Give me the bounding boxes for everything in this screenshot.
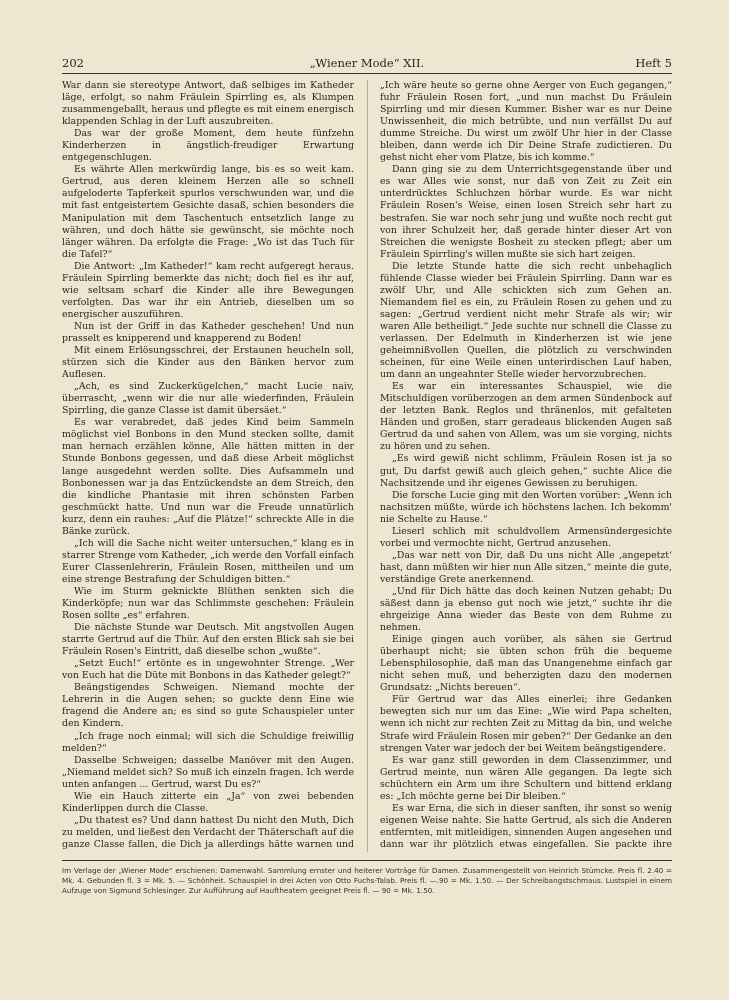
paragraph: Nun ist der Griff in das Katheder geschehen! Und nun prasselt es knipperend und knapperend zu Boden! — [62, 320, 354, 344]
header-rule — [62, 73, 672, 74]
paragraph: Beängstigendes Schweigen. Niemand mochte der Lehrerin in die Augen sehen; so guckte denn Eine wie fragend die Andere an; es sind so gute Schauspieler unter den Kindern. — [62, 682, 354, 730]
paragraph: Die nächste Stunde war Deutsch. Mit angstvollen Augen starrte Gertrud auf die Thür. Auf den ersten Blick sah sie bei Fräulein Rosen's Eintritt, daß dieselbe schon „wußte“. — [62, 622, 354, 658]
paragraph: Einige gingen auch vorüber, als sähen sie Gertrud überhaupt nicht; sie übten schon früh die bequeme Lebensphilosophie, daß man das Unangenehme einfach gar nicht sehen muß, und beherzigten dazu den modernen Grundsatz: „Nichts bereuen“. — [380, 634, 672, 694]
text-columns — [62, 80, 674, 852]
paragraph: „Und für Dich hätte das doch keinen Nutzen gehabt; Du säßest dann ja ebenso gut noch wie jetzt,“ suchte ihr die ehrgeizige Anna wieder das Beste von dem Ruhme zu nehmen. — [380, 585, 672, 634]
paragraph: Es war Erna, die sich in dieser sanften, ihr sonst so wenig eigenen Weise nahte. Sie hatte Gertrud, als sich die Anderen entfernten, mit mitleidigen, sinnenden Augen angesehen und dann war ihr plötzlich etwas eingefallen. Sie packte ihre — [380, 802, 672, 850]
paragraph: Die Antwort: „Im Katheder!“ kam recht aufgeregt heraus. Fräulein Spirrling bemerkte das nicht; doch fiel es ihr auf, wie seltsam scharf die Kinder alle ihre Bewegungen verfolgten. Das war ihr ein Antrieb, dieselben um so energischer auszuführen. — [62, 260, 354, 320]
paragraph: Lieserl schlich mit schuldvollem Armensündergesichte vorbei und vermochte nicht, Gertrud anzusehen. — [380, 525, 672, 549]
column-divider — [367, 80, 368, 852]
paragraph: Es war verabredet, daß jedes Kind beim Sammeln möglichst viel Bonbons in den Mund stecken sollte, damit man hernach erzählen könne, Alle hätten mitten in der Stunde Bonbons gegessen, und daß diese Arbeit möglichst lange ausgedehnt werden sollte. Dies Aufsammeln und Bonbonessen war ja das Entzückendste an dem Streich, den die kindliche Phantasie mit ihren schönsten Farben geschmückt hatte. Und nun war die Freude unnatürlich kurz, denn ein rauhes: „Auf die Plätze!“ schreckte Alle in die Bänke zurück. — [62, 417, 354, 537]
paragraph: „Setzt Euch!“ ertönte es in ungewohnter Strenge. „Wer von Euch hat die Düte mit Bonbons in das Katheder gelegt?“ — [62, 658, 354, 682]
page-number: 202 — [62, 56, 84, 70]
paragraph: Das war der große Moment, dem heute fünfzehn Kinderherzen in ängstlich-freudiger Erwartung entgegenschlugen. — [62, 128, 354, 164]
footer-rule — [62, 860, 672, 861]
paragraph: Es währte Allen merkwürdig lange, bis es so weit kam. Gertrud, aus deren kleinem Herzen alle so schnell aufgeloderte Tapferkeit spurlos verschwunden war, und die mit fast entgeistertem Gesichte dasaß, schien besonders die Manipulation mit dem Taschentuch entsetzlich lange zu währen, und doch hätte sie gewünscht, sie möchte noch länger währen. Da erfolgte die Frage: „Wo ist das Tuch für die Tafel?“ — [62, 164, 354, 260]
paragraph: Die letzte Stunde hatte die sich recht unbehaglich fühlende Classe wieder bei Fräulein Spirrling. Dann war es zwölf Uhr, und Alle schickten sich zum Gehen an. Niemandem fiel es ein, zu Fräulein Rosen zu gehen und zu sagen: „Gertrud verdient nicht mehr Strafe als wir; wir waren Alle betheiligt.“ Jede suchte nur schnell die Classe zu verlassen. Der Edelmuth in Kinderherzen ist wie jene geheimnißvollen Quellen, die plötzlich zu verschwinden scheinen, für eine Weile einen unterirdischen Lauf haben, um dann an ungeahnter Stelle wieder hervorzubrechen. — [380, 260, 672, 381]
paragraph: „Du thatest es? Und dann hattest Du nicht den Muth, Dich zu melden, und ließest den Verdacht der Thäterschaft auf die ganze Classe fallen, die Dich ja allerdings hätte warnen und — [62, 814, 354, 850]
paragraph: Dasselbe Schweigen; dasselbe Manöver mit den Augen. „Niemand meldet sich? So muß ich einzeln fragen. Ich werde unten anfangen ... Gertrud, warst Du es?“ — [62, 754, 354, 790]
paragraph: Es war ein interessantes Schauspiel, wie die Mitschuldigen vorüberzogen an dem armen Sündenbock auf der letzten Bank. Reglos und thränenlos, mit gefalteten Händen und großen, starr geradeaus blickenden Augen saß Gertrud da und sahen von Allem, was um sie vorging, nichts zu hören und zu sehen. — [380, 381, 672, 453]
running-title: „Wiener Mode“ XII. — [309, 56, 425, 70]
publisher-notice: Im Verlage der „Wiener Mode“ erschienen: Damenwahl. Sammlung ernster und heiterer Vorträge für Damen. Zusammengestellt von Heinrich Stümcke. Preis fl. 2.40 = Mk. 4. Gebunden fl. 3 = Mk. 5. — Schönheit. Schauspiel in drei Acten von Otto Fuchs-Talab. Preis fl. —.90 = Mk. 1.50. — Der Schreibangstschmaus. Lustspiel in einem Aufzuge von Sigmund Schlesinger. Zur Aufführung auf Hauftheatern geeignet Preis fl. — 90 = Mk. 1.50. — [62, 866, 672, 896]
paragraph: „Ach, es sind Zuckerkügelchen,“ macht Lucie naiv, überrascht, „wenn wir die nur alle wiederfinden, Fräulein Spirrling, die ganze Classe ist damit übersäet.“ — [62, 381, 354, 417]
right-column — [380, 80, 672, 852]
paragraph: Die forsche Lucie ging mit den Worten vorüber: „Wenn ich nachsitzen müßte, würde ich höchstens lachen. Ich bekomm' nie Schelte zu Hause.“ — [380, 489, 672, 525]
paragraph: Es war ganz still geworden in dem Classenzimmer, und Gertrud meinte, nun wären Alle gegangen. Da legte sich schüchtern ein Arm um ihre Schultern und bittend erklang es: „Ich möchte gerne bei Dir bleiben.“ — [380, 754, 672, 802]
paragraph: Für Gertrud war das Alles einerlei; ihre Gedanken bewegten sich nur um das Eine: „Wie wird Papa schelten, wenn ich nicht zur rechten Zeit zu Mittag da bin, und welche Strafe wird Fräulein Rosen mir geben?“ Der Gedanke an den strengen Vater war jedoch der bei Weitem beängstigendere. — [380, 694, 672, 754]
paragraph: „Ich frage noch einmal; will sich die Schuldige freiwillig melden?“ — [62, 730, 354, 754]
paragraph: War dann sie stereotype Antwort, daß selbiges im Katheder läge, erfolgt, so nahm Fräulein Spirrling es, als Klumpen zusammengeballt, heraus und pflegte es mit einem energisch klappenden Schlag in der Luft auszubreiten. — [62, 80, 354, 128]
paragraph: „Ich will die Sache nicht weiter untersuchen,“ klang es in starrer Strenge vom Katheder, „ich werde den Vorfall einfach Eurer Classenlehrerin, Fräulein Rosen, mittheilen und um eine strenge Bestrafung der Schuldigen bitten.“ — [62, 537, 354, 585]
paragraph: Wie ein Hauch zitterte ein „Ja“ von zwei bebenden Kinderlippen durch die Classe. — [62, 790, 354, 814]
left-column — [62, 80, 354, 852]
paragraph: „Ich wäre heute so gerne ohne Aerger von Euch gegangen,“ fuhr Fräulein Rosen fort, „und nun machst Du Fräulein Spirrling und mir diesen Kummer. Bisher war es nur Deine Unwissenheit, die mich betrübte, und nun verfällst Du auf dumme Streiche. Du wirst um zwölf Uhr hier in der Classe bleiben, dann werde ich Dir Deine Strafe zudictieren. Du gehst nicht eher vom Platze, bis ich komme.“ — [380, 80, 672, 164]
page-header — [62, 56, 672, 72]
paragraph: Mit einem Erlösungsschrei, der Erstaunen heucheln soll, stürzen sich die Kinder aus den Bänken hervor zum Auflesen. — [62, 345, 354, 381]
paragraph: Dann ging sie zu dem Unterrichtsgegenstande über und es war Alles wie sonst, nur daß von Zeit zu Zeit ein unterdrücktes Schluchzen hörbar wurde. Es war nicht Fräulein Rosen's Weise, einen losen Streich sehr hart zu bestrafen. Sie war noch sehr jung und wußte noch recht gut von ihrer Schulzeit her, daß gerade hinter dieser Art von Streichen die wenigste Bosheit zu stecken pflegt; aber um Fräulein Spirrling's willen mußte sie sich hart zeigen. — [380, 164, 672, 260]
paragraph: „Es wird gewiß nicht schlimm, Fräulein Rosen ist ja so gut, Du darfst gewiß auch gleich gehen,“ suchte Alice die Nachsitzende und ihr eigenes Gewissen zu beruhigen. — [380, 453, 672, 489]
issue-label: Heft 5 — [635, 56, 672, 70]
paragraph: Wie im Sturm geknickte Blüthen senkten sich die Kinderköpfe; nun war das Schlimmste geschehen: Fräulein Rosen sollte „es“ erfahren. — [62, 585, 354, 622]
paragraph: „Das war nett von Dir, daß Du uns nicht Alle ‚angepetzt‘ hast, dann müßten wir hier nun Alle sitzen,“ meinte die gute, verständige Grete anerkennend. — [380, 549, 672, 585]
